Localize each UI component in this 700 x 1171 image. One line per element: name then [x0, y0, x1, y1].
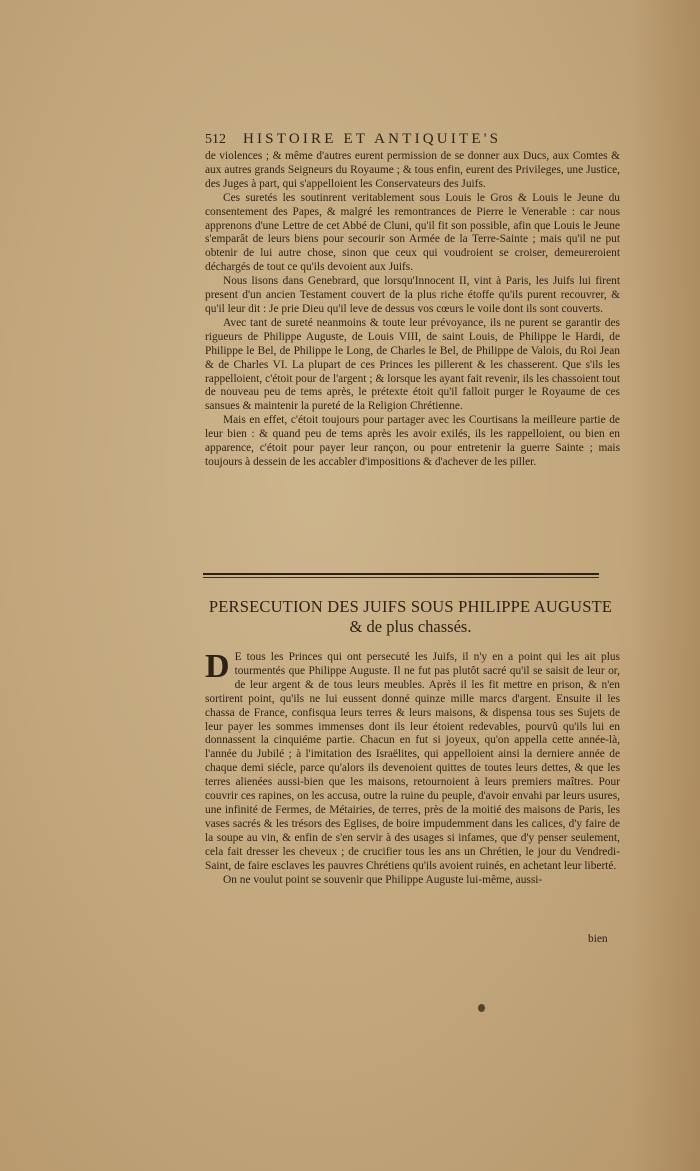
drop-cap: D — [205, 648, 230, 685]
section-title-line1: PERSECUTION DES JUIFS SOUS PHILIPPE AUGUSTE — [208, 597, 613, 616]
ink-blot — [478, 1004, 485, 1012]
paragraph: Mais en effet, c'étoit toujours pour partager avec les Courtisans la meilleure partie de leur bien : & quand peu de tems après les avoir exilés, ils les rappelloient, ou bien en apparence, c'étoit pour payer leur rançon, ou pour entretenir la guerre Sainte ; mais toujours à dessein de les accabler d'impositions & d'achever de les piller. — [205, 414, 620, 468]
paragraph: Avec tant de sureté neanmoins & toute leur prévoyance, ils ne purent se garantir des rigueurs de Philippe Auguste, de Louis VIII, de saint Louis, de Philippe le Hardi, de Philippe le Bel, de Philippe le Long, de Charles le Bel, de Philippe de Valois, du Roi Jean & de Charles VI. La plupart de ces Princes les pillerent & les chasserent. Que s'ils les rappelloient, c'étoit pour de l'argent ; & lorsque les ayant fait revenir, ils les chassoient tout de nouveau peu de tems après, le prétexte étoit qu'il falloit purger le Royaume de ces sansues & maintenir la pureté de la Religion Chrétienne. — [205, 316, 620, 413]
section-title — [203, 597, 618, 637]
paragraph: Nous lisons dans Genebrard, que lorsqu'Innocent II, vint à Paris, les Juifs lui firent present d'un ancien Testament couvert de la plus riche étoffe qu'ils purent recouvrer, & qu'il leur dit : Je prie Dieu qu'il leve de dessus vos cœurs le voile dont ils sont couverts. — [205, 275, 620, 315]
running-head — [205, 131, 605, 148]
catchword: bien — [588, 933, 608, 945]
page-number: 512 — [205, 132, 226, 147]
running-title: HISTOIRE ET ANTIQUITE'S — [242, 131, 502, 147]
paragraph: Ces suretés les soutinrent veritablement sous Louis le Gros & Louis le Jeune du consentement des Papes, & malgré les remontrances de Pierre le Venerable : car nous apprenons d'une Lettre de cet Abbé de Cluni, qu'il fit son possible, afin que Louis le Jeune s'emparât de leurs biens pour secourir son Armée de la Terre-Sainte ; mais qu'il ne put obtenir de lui autre chose, sinon que ceux qui voudroient se croiser, demeureroient déchargés de tout ce qu'ils devoient aux Juifs. — [205, 191, 620, 274]
section-rule — [203, 573, 599, 575]
paragraph-with-dropcap — [205, 648, 620, 874]
paragraph: de violences ; & même d'autres eurent permission de se donner aux Ducs, aux Comtes & aux autres grands Seigneurs du Royaume ; & tous enfin, eurent des Privileges, une Justice, des Juges à part, qui s'appelloient les Conservateurs des Juifs. — [205, 150, 620, 190]
paragraph: On ne voulut point se souvenir que Philippe Auguste lui-même, aussi- — [223, 873, 543, 886]
text-block-after — [205, 648, 620, 887]
section-title-line2: & de plus chassés. — [349, 617, 472, 636]
section-rule-thin — [203, 577, 599, 578]
text-block-before — [205, 150, 620, 470]
paragraph-text: E tous les Princes qui ont persecuté les Juifs, il n'y en a point qui les ait plus tourmentés que Philippe Auguste. Il ne fut pas plutôt sacré qu'il se saisit de leur or, de leur argent & de tous leurs meubles. Après il les fit mettre en prison, & n'en sortirent point, qu'ils ne lui eussent donné quinze mille marcs d'argent. Ensuite il les chassa de France, confisqua leurs terres & leurs maisons, & dispensa tous ses Sujets de leur payer les sommes immenses dont ils leur étoient redevables, pourvû qu'ils lui en donnassent la cinquiéme partie. Chacun en fut si joyeux, qu'on appella cette année-là, l'année du Jubilé ; à l'imitation des Israëlites, qui appelloient ainsi la derniere année de chaque demi siécle, parce qu'alors ils devenoient quittes de toutes leurs dettes, & que les terres alienées aussi-bien que les maisons, retournoient à leurs premiers maîtres. Pour couvrir ces rapines, on les accusa, outre la ruine du peuple, d'avoir envahi par leurs usures, une infinité de Fermes, de Métairies, de terres, près de la moitié des maisons de Paris, les vases sacrés & les trésors des Eglises, de boire impudemment dans les calices, d'y faire de la soupe au vin, & enfin de s'en servir à des usages si infames, que d'y penser seulement, cela fait dresser les cheveux ; de crucifier tous les ans un Chrétien, le jour du Vendredi-Saint, de faire esclaves les pauvres Chrétiens qu'ils avoient ruinés, en achetant leur liberté. — [205, 651, 620, 872]
